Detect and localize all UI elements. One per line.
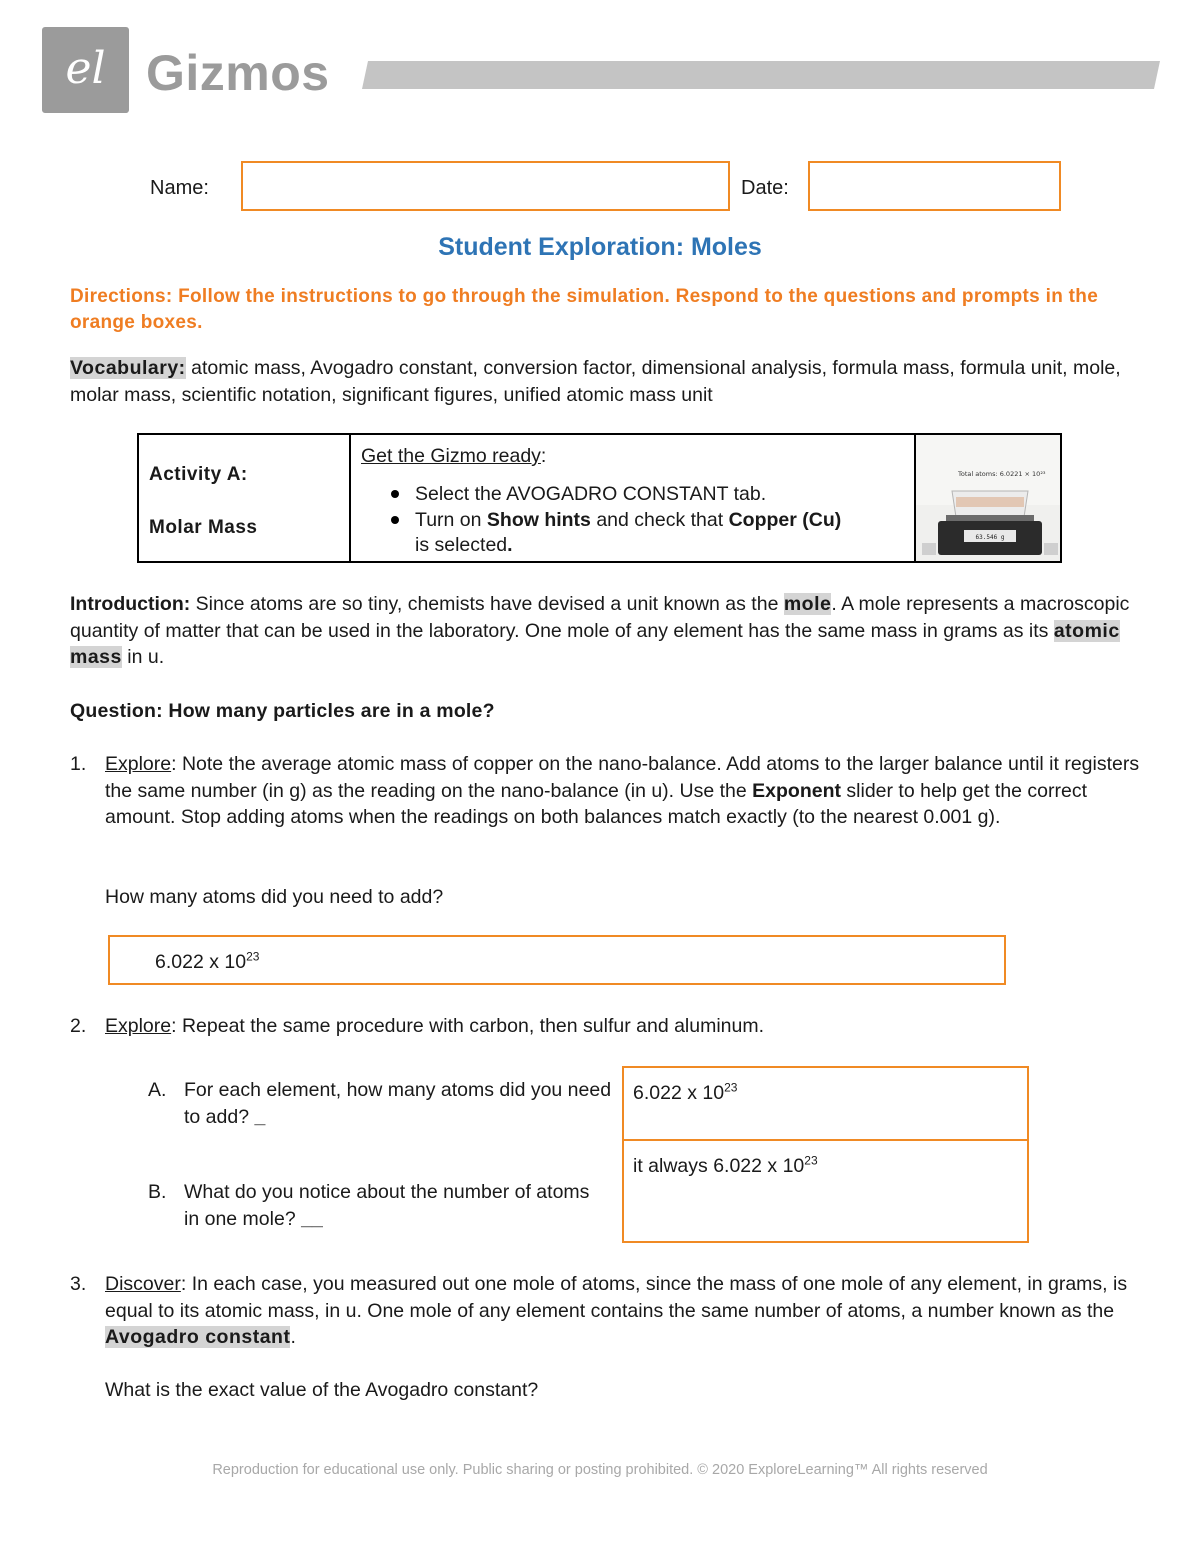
question-heading: Question: How many particles are in a mole? (70, 700, 495, 722)
q2b-question: What do you notice about the number of atoms in one mole? (184, 1181, 590, 1230)
q2b-letter: B. (148, 1181, 167, 1203)
q2b-blank: __ (301, 1207, 323, 1230)
bullet-dot (391, 516, 399, 524)
q1-answer-exponent: 23 (246, 949, 260, 964)
q1-number: 1. (70, 753, 87, 775)
bullet-select-tab: Select the AVOGADRO CONSTANT tab. (415, 483, 767, 505)
intro-text-1: Since atoms are so tiny, chemists have devised a unit known as the (190, 593, 784, 615)
bullet2-pre: Turn on (415, 509, 487, 531)
date-field[interactable] (808, 161, 1061, 211)
balance-readout: 63.546 g (975, 534, 1005, 541)
activity-instructions-cell (351, 435, 916, 561)
q1-answer-base: 6.022 x 10 (155, 951, 247, 973)
term-exponent: Exponent (752, 779, 841, 802)
gizmo-ready-heading (361, 444, 546, 468)
term-mole: mole (783, 593, 832, 615)
term-atomic-mass: atomic mass (70, 619, 1120, 668)
gizmo-ready-colon: : (540, 445, 547, 467)
q1-text-2: slider to help get the correct amount. Stop adding atoms when the readings on both balances match exactly (to the nearest 0.001 g). (105, 779, 1088, 828)
q2a-letter: A. (148, 1079, 167, 1101)
explorelearning-logo (42, 27, 129, 113)
copper-text: Copper (Cu) (728, 509, 842, 531)
bullet2-post: is selected (415, 534, 508, 556)
q3-text (105, 1271, 1145, 1351)
q2-number: 2. (70, 1015, 87, 1037)
balance-caption: Total atoms: 6.0221 × 10²³ (958, 470, 1046, 478)
introduction-paragraph (70, 591, 1140, 671)
q3-text-1: : In each case, you measured out one mole of atoms, since the mass of one mole of any element, in grams, is equal to its atomic mass, in u. One mole of any element contains the same number of atoms, a number known as the (105, 1273, 1128, 1322)
q2a-answer-base: 6.022 x 10 (633, 1082, 725, 1104)
q2b-answer-box[interactable] (622, 1139, 1029, 1243)
intro-text-3: in u. (121, 646, 165, 668)
bullet2-mid: and check that (590, 509, 729, 531)
q3-number: 3. (70, 1273, 87, 1295)
q1-prompt: How many atoms did you need to add? (105, 886, 444, 908)
q2a-blank: _ (254, 1105, 266, 1128)
header-bar (362, 61, 1160, 89)
q2a-answer-exponent: 23 (724, 1080, 738, 1095)
name-field[interactable] (241, 161, 730, 211)
directions-text: Directions: Follow the instructions to go through the simulation. Respond to the questions and prompts in the orange boxes. (70, 286, 1099, 333)
q2-text (105, 1013, 1145, 1040)
term-avogadro-constant: Avogadro constant (105, 1326, 291, 1348)
balance-illustration (916, 435, 1060, 561)
vocabulary-paragraph (70, 355, 1140, 408)
name-label: Name: (150, 177, 209, 199)
bullet2-end: . (507, 534, 513, 556)
activity-table (137, 433, 1062, 563)
q2-explore: Explore (105, 1015, 172, 1037)
bullet-dot (391, 490, 399, 498)
q2b-answer (633, 1154, 818, 1178)
vocabulary-label: Vocabulary: (70, 357, 186, 379)
intro-text-2: . A mole represents a macroscopic quantity of matter that can be used in the laboratory. One mole of any element has the same mass in grams as its (70, 593, 1130, 642)
q1-explore: Explore (105, 753, 172, 775)
vocabulary-text: atomic mass, Avogadro constant, conversion factor, dimensional analysis, formula mass, formula unit, mole, molar mass, scientific notation, significant figures, unified atomic mass unit (70, 357, 1121, 406)
show-hints-text: Show hints (486, 509, 591, 531)
gizmo-screenshot (916, 435, 1060, 561)
logo-glyph: el (65, 43, 106, 94)
q2a-text (184, 1077, 614, 1130)
page-title: Student Exploration: Moles (438, 233, 762, 261)
q3-text-2: . (290, 1326, 296, 1348)
q2b-text (184, 1179, 594, 1232)
date-label: Date: (741, 177, 789, 199)
gizmo-ready-text: Get the Gizmo ready (361, 445, 541, 467)
activity-subtitle: Molar Mass (149, 517, 258, 538)
q2a-answer-box[interactable] (622, 1066, 1029, 1141)
q3-discover: Discover (105, 1273, 181, 1295)
q2a-answer (633, 1081, 737, 1105)
brand-name: Gizmos (146, 45, 330, 101)
q1-text (105, 751, 1145, 831)
q1-text-1: : Note the average atomic mass of copper on the nano-balance. Add atoms to the larger balance until it registers the same number (in g) as the reading on the nano-balance (in u). Use the (105, 753, 1140, 802)
intro-label: Introduction: (70, 593, 191, 615)
q2a-question: For each element, how many atoms did you need to add? (184, 1079, 612, 1128)
bullet-show-hints (415, 508, 905, 558)
q2b-answer-exponent: 23 (804, 1153, 818, 1168)
q2b-answer-base: it always 6.022 x 10 (633, 1155, 805, 1177)
q3-prompt: What is the exact value of the Avogadro constant? (105, 1379, 539, 1401)
activity-label: Activity A: (149, 464, 248, 485)
footer-copyright: Reproduction for educational use only. Public sharing or posting prohibited. © 2020 ExploreLearning™ All rights reserved (212, 1462, 988, 1478)
activity-label-cell (139, 435, 351, 561)
q1-answer (155, 950, 259, 974)
q2-text-1: : Repeat the same procedure with carbon, then sulfur and aluminum. (171, 1015, 765, 1037)
q1-answer-box[interactable] (108, 935, 1006, 985)
